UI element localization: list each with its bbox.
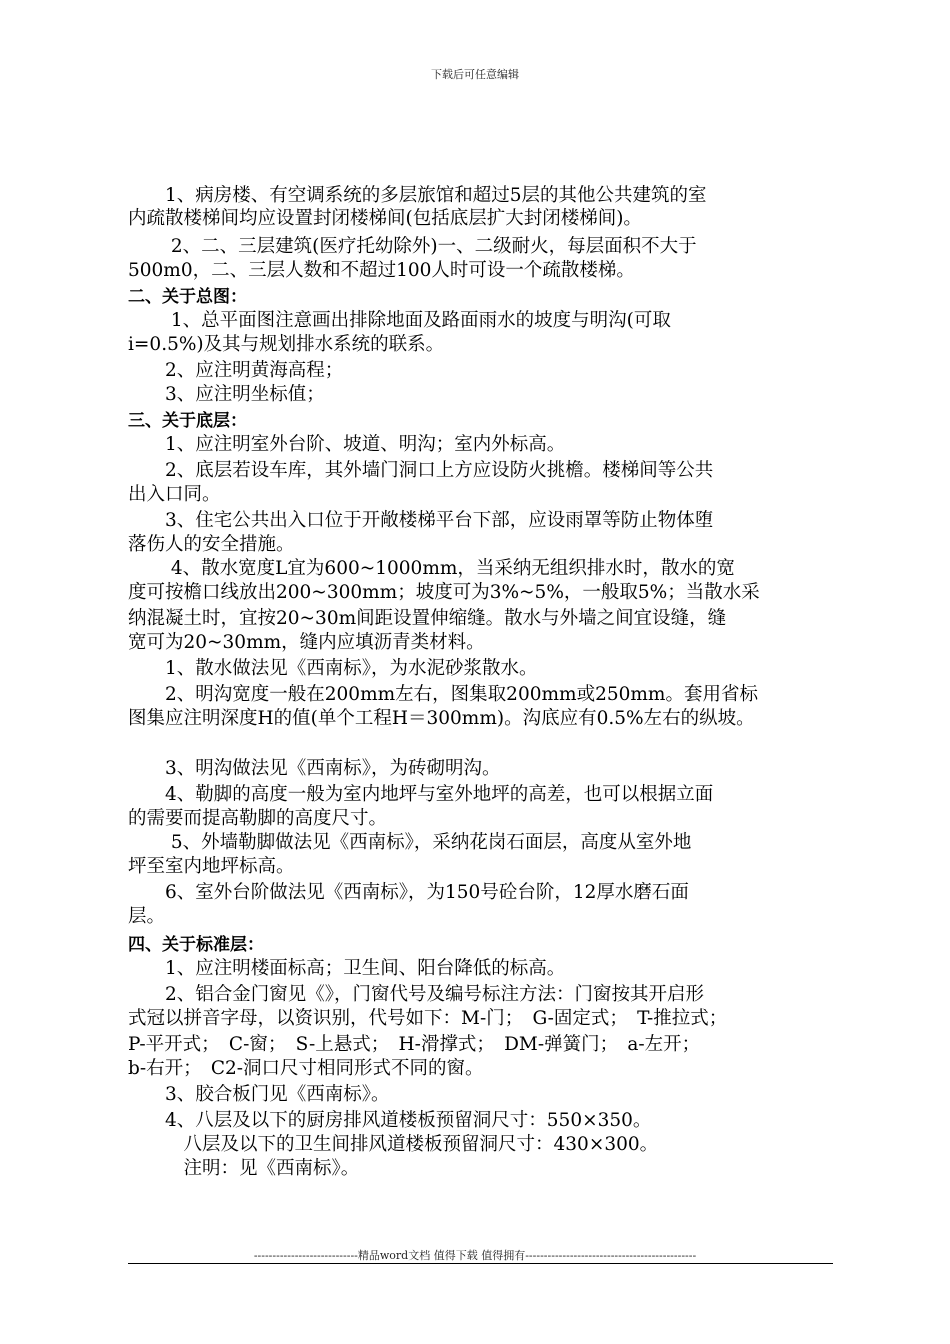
text-line: 4、八层及以下的厨房排风道楼板预留洞尺寸：550×350。 (128, 1110, 652, 1131)
text-line: i=0.5%)及其与规划排水系统的联系。 (128, 334, 445, 355)
text-line: 的需要而提高勒脚的高度尺寸。 (128, 808, 388, 829)
page-footer: ----------------------------精品word文档 值得下载 值得拥有---------------------------------------------- (253, 1249, 697, 1262)
text-line: 落伤人的安全措施。 (128, 534, 295, 555)
text-line: 3、明沟做法见《西南标》，为砖砌明沟。 (128, 758, 501, 779)
text-line: 1、应注明楼面标高；卫生间、阳台降低的标高。 (128, 958, 566, 979)
text-line: 1、病房楼、有空调系统的多层旅馆和超过5层的其他公共建筑的室 (128, 185, 707, 206)
text-line: 1、散水做法见《西南标》，为水泥砂浆散水。 (128, 658, 538, 679)
section-heading: 四、关于标准层： (128, 935, 264, 955)
text-line: 5、外墙勒脚做法见《西南标》，采纳花岗石面层，高度从室外地 (128, 832, 692, 853)
text-line: 度可按檐口线放出200~300mm；坡度可为3%~5%，一般取5%；当散水采 (128, 582, 760, 603)
text-line: 式冠以拼音字母，以资识别，代号如下：M-门； G-固定式； T-推拉式； (128, 1008, 728, 1029)
text-line: b-右开； C2-洞口尺寸相同形式不同的窗。 (128, 1058, 484, 1079)
text-line: 内疏散楼梯间均应设置封闭楼梯间(包括底层扩大封闭楼梯间)。 (128, 208, 642, 229)
text-line: 纳混凝土时，宜按20~30m间距设置伸缩缝。散水与外墙之间宜设缝，缝 (128, 608, 727, 629)
text-line: 层。 (128, 906, 166, 927)
text-line: 2、铝合金门窗见《》，门窗代号及编号标注方法：门窗按其开启形 (128, 984, 705, 1005)
footer-rule (128, 1263, 833, 1264)
text-line: 2、二、三层建筑(医疗托幼除外)一、二级耐火，每层面积不大于 (128, 236, 697, 257)
text-line: 6、室外台阶做法见《西南标》，为150号砼台阶，12厚水磨石面 (128, 882, 689, 903)
text-line: 500m0，二、三层人数和不超过100人时可设一个疏散楼梯。 (128, 260, 635, 281)
text-line: 4、勒脚的高度一般为室内地坪与室外地坪的高差，也可以根据立面 (128, 784, 714, 805)
text-line: 4、散水宽度L宜为600~1000mm，当采纳无组织排水时，散水的宽 (128, 558, 735, 579)
text-line: P-平开式； C-窗； S-上悬式； H-滑撑式； DM-弹簧门； a-左开； (128, 1034, 701, 1055)
text-line: 2、应注明黄海高程； (128, 360, 344, 381)
section-heading: 二、关于总图： (128, 287, 247, 307)
text-line: 1、总平面图注意画出排除地面及路面雨水的坡度与明沟(可取 (128, 310, 671, 331)
text-line: 宽可为20~30mm，缝内应填沥青类材料。 (128, 632, 485, 653)
text-line: 3、应注明坐标值； (128, 384, 325, 405)
text-line: 八层及以下的卫生间排风道楼板预留洞尺寸：430×300。 (128, 1134, 659, 1155)
page-header: 下载后可任意编辑 (431, 68, 519, 81)
section-heading: 三、关于底层： (128, 411, 247, 431)
text-line: 坪至室内地坪标高。 (128, 856, 295, 877)
text-line: 1、应注明室外台阶、坡道、明沟；室内外标高。 (128, 434, 566, 455)
text-line: 3、住宅公共出入口位于开敞楼梯平台下部，应设雨罩等防止物体堕 (128, 510, 714, 531)
text-line: 2、明沟宽度一般在200mm左右，图集取200mm或250mm。套用省标 (128, 684, 758, 705)
text-line: 3、胶合板门见《西南标》。 (128, 1084, 390, 1105)
text-line: 出入口同。 (128, 484, 221, 505)
text-line: 注明：见《西南标》。 (128, 1158, 360, 1179)
text-line: 2、底层若设车库，其外墙门洞口上方应设防火挑檐。楼梯间等公共 (128, 460, 714, 481)
text-line: 图集应注明深度H的值(单个工程H＝300mm)。沟底应有0.5%左右的纵坡。 (128, 708, 755, 729)
